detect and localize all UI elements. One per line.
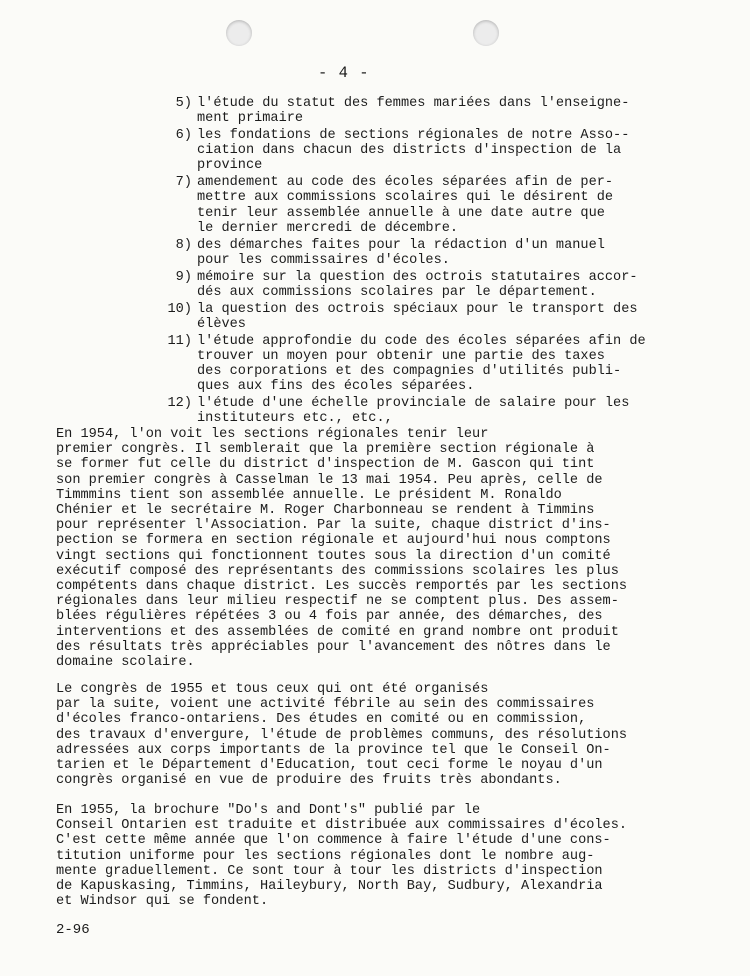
list-item-number: 12) [167, 396, 192, 412]
paragraph-1954-sections: En 1954, l'on voit les sections régionales tenir leur premier congrès. Il semblerait que la première section régionale à se former fut celle du district d'inspection de M. Gascon qui tint son premier congrès à Casselman le 13 mai 1954. Peu après, celle de Timmmins tient son assemblée annuelle. Le président M. Ronaldo Chénier et le secrétaire M. Roger Charbonneau se rendent à Timmins pour représenter l'Association. Par la suite, chaque district d'ins- pection se formera en section régionale et aujourd'hui nous comptons vingt sections qui fonctionnent toutes sous la direction d'un comité exécutif composé des représentants des commissions scolaires les plus compétents dans chaque district. Les succès remportés par les sections régionales dans leur milieu respectif ne se comptent plus. Des assem- blées régulières répétées 3 ou 4 fois par année, des démarches, des interventions et des assemblées de comité en grand nombre ont produit des résultats très appréciables pour l'avancement des nôtres dans le domaine scolaire. [56, 427, 628, 671]
list-item-text: la question des octrois spéciaux pour le transport des élèves [197, 301, 638, 332]
list-item-number: 5) [175, 96, 192, 111]
list-item [150, 334, 710, 395]
punch-hole-left [226, 20, 252, 46]
list-item [150, 396, 710, 426]
list-item-text: mémoire sur la question des octrois statutaires accor- dés aux commissions scolaires par le département. [197, 269, 638, 300]
paragraph-1955-congress: Le congrès de 1955 et tous ceux qui ont été organisés par la suite, voient une activité fébrile au sein des commissaires d'écoles franco-ontariens. Des études en comité ou en commission, des travaux d'envergure, l'étude de problèmes communs, des résolutions adressées aux corps importants de la province tel que le Conseil On- tarien et le Département d'Education, tout ceci forme le noyau d'un congrès organisé en vue de produire des fruits très abondants. [56, 682, 628, 789]
list-item-text: les fondations de sections régionales de notre Asso-- ciation dans chacun des districts d'inspection de la province [197, 128, 630, 174]
punch-hole-right [473, 20, 499, 46]
footer-code: 2-96 [56, 922, 90, 938]
list-item [150, 96, 710, 126]
list-item-number: 6) [175, 128, 192, 143]
list-item-number: 7) [175, 175, 192, 191]
list-item-number: 9) [175, 269, 192, 285]
paragraph-1955-brochure: En 1955, la brochure "Do's and Dont's" publié par le Conseil Ontarien est traduite et distribuée aux commissaires d'écoles. C'est cette même année que l'on commence à faire l'étude d'une cons- titution uniforme pour les sections régionales dont le nombre aug- mente graduellement. Ce sont tour à tour les districts d'inspection de Kapuskasing, Timmins, Haileybury, North Bay, Sudbury, Alexandria et Windsor qui se fondent. [56, 803, 628, 910]
list-item-text: l'étude d'une échelle provinciale de salaire pour les instituteurs etc., etc., [197, 396, 630, 427]
list-item [150, 270, 710, 300]
list-item-text: des démarches faites pour la rédaction d'un manuel pour les commissaires d'écoles. [197, 237, 605, 268]
list-item-text: amendement au code des écoles séparées afin de per- mettre aux commissions scolaires qui le désirent de tenir leur assemblée annuelle à une date autre que le dernier mercredi de décembre. [197, 175, 614, 236]
list-item-number: 10) [167, 301, 192, 317]
list-item-text: l'étude approfondie du code des écoles séparées afin de trouver un moyen pour obtenir une partie des taxes des corporations et des compagnies d'utilités publi- ques aux fins des écoles séparées. [197, 333, 646, 395]
list-item-text: l'étude du statut des femmes mariées dans l'enseigne- ment primaire [197, 96, 630, 127]
list-item [150, 302, 710, 332]
list-item [150, 128, 710, 174]
page-number: - 4 - [318, 64, 370, 82]
list-item-number: 8) [175, 237, 192, 253]
list-item-number: 11) [167, 333, 192, 349]
numbered-list [150, 96, 710, 428]
list-item [150, 175, 710, 236]
list-item [150, 238, 710, 268]
